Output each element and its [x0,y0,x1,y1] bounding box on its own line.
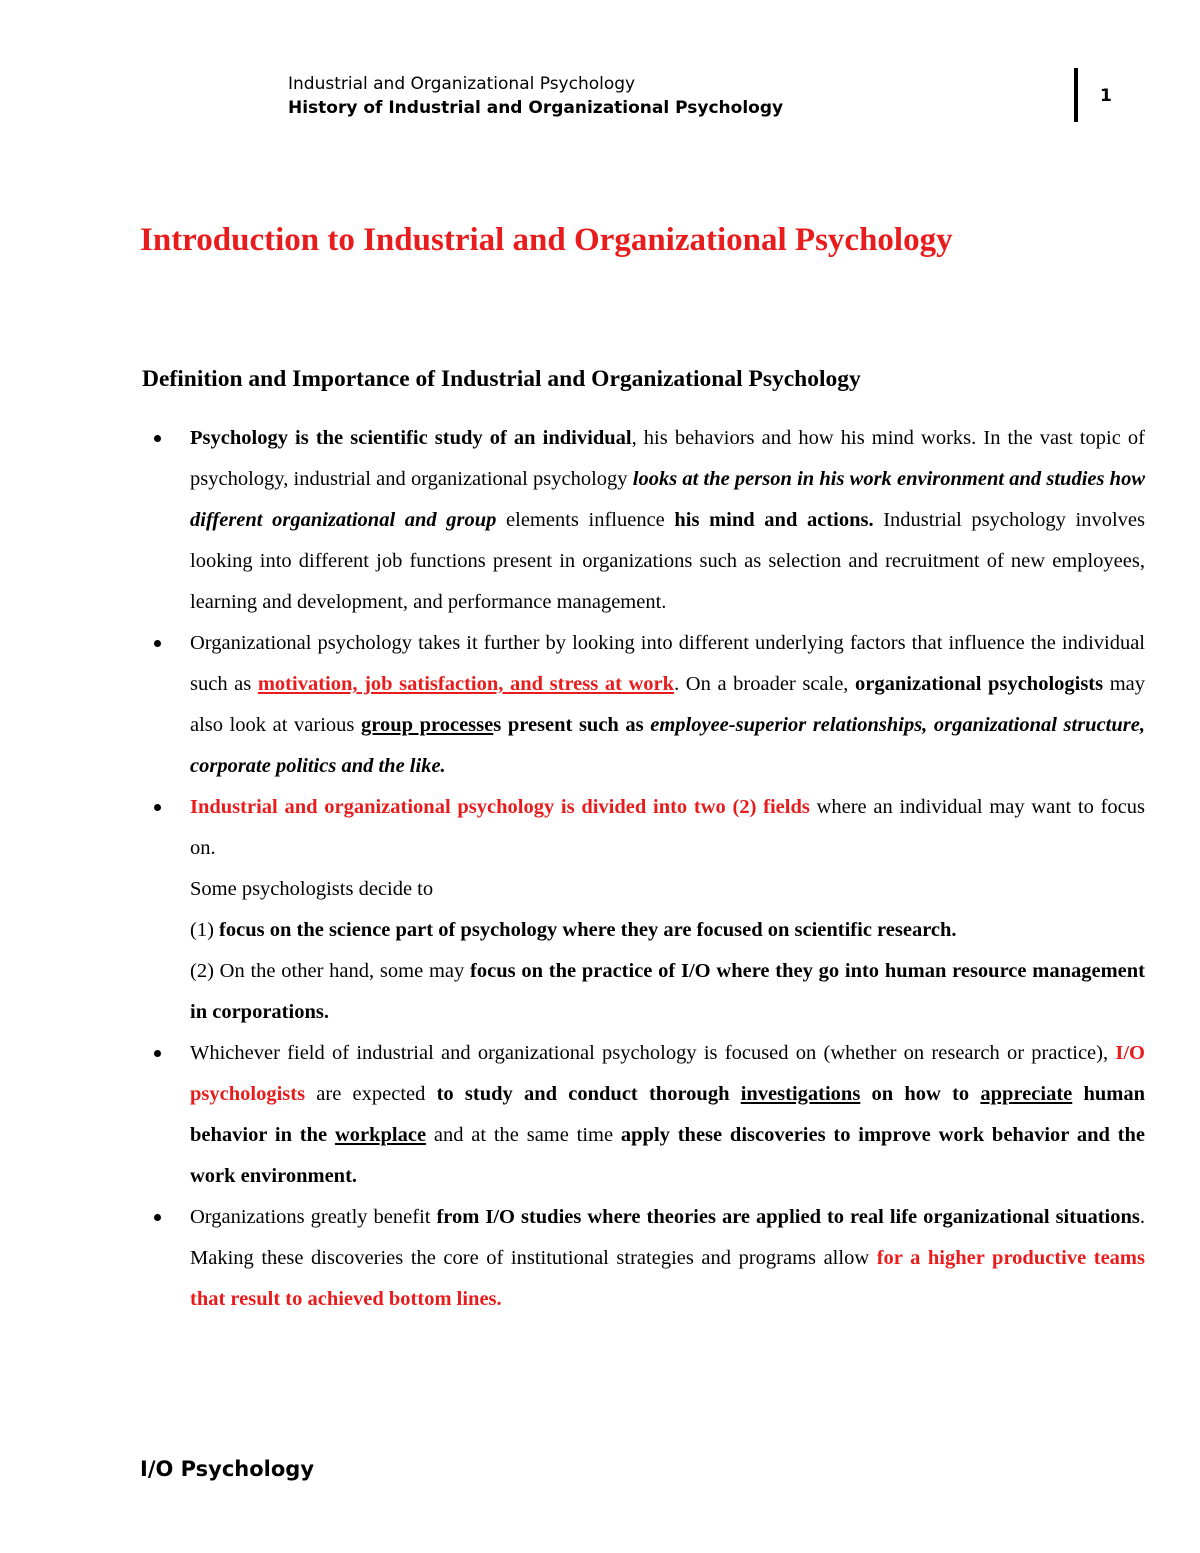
document-title: Introduction to Industrial and Organizational Psychology [140,222,953,258]
text-run: for a higher productive teams that result to achieved bottom lines. [190,1247,1145,1310]
running-header [288,72,783,120]
text-run: group processe [360,714,494,736]
text-run: Psychology is the scientific study of an individual [190,427,632,449]
bullet-icon [154,1050,161,1057]
text-run: apply these discoveries to improve work behavior and the work environment. [190,1124,1146,1187]
page-footer: I/O Psychology [140,1457,315,1481]
text-run: from I/O studies where theories are applied to real life organizational situations [436,1206,1140,1228]
text-run: on how to [860,1083,981,1105]
list-item [142,418,1145,623]
bullet-icon [154,435,161,442]
text-run: (2) On the other hand, some may [190,960,471,982]
bullet-icon [154,1214,161,1221]
sub-line: Some psychologists decide to [190,878,434,900]
text-run: may also look at various [190,673,1146,736]
text-run: Organizational psychology takes it further by looking into different underlying factors that influence the individual such as [190,632,1145,695]
text-run: Industrial psychology involves looking into different job functions present in organizations such as selection and recruitment of new employees, learning and development, and performance management. [190,509,1145,613]
header-course-title: Industrial and Organizational Psychology [288,74,636,94]
list-item [142,623,1145,787]
text-run: Industrial and organizational psychology is divided into two (2) fields [190,796,810,818]
text-run: investigations [740,1083,861,1105]
list-item [142,1197,1145,1320]
section-heading: Definition and Importance of Industrial and Organizational Psychology [142,366,861,392]
header-divider [1074,68,1078,122]
text-run: motivation, job satisfaction, and stress at work [257,673,675,695]
text-run: . On a broader scale, [674,673,856,695]
text-run: (1) [190,919,220,941]
bullet-list [142,418,1145,1320]
bullet-icon [154,804,161,811]
text-run: elements influence [496,509,675,531]
text-run: employee-superior relationships, organizational structure, corporate politics and the like. [190,714,1145,777]
text-run: human behavior in the [190,1083,1146,1146]
list-item [142,787,1145,1033]
text-run: s present such as [493,714,651,736]
text-run: looks at the person in his work environment and studies how different organizational and group [190,468,1145,531]
text-run: to study and conduct thorough [436,1083,741,1105]
text-run: are expected [305,1083,437,1105]
text-run: workplace [334,1124,427,1146]
text-run: and at the same time [426,1124,621,1146]
sub-line [190,951,1145,1033]
text-run: I/O psychologists [190,1042,1145,1105]
header-chapter-title: History of Industrial and Organizational Psychology [288,98,784,118]
bullet-icon [154,640,161,647]
text-run: organizational psychologists [855,673,1104,695]
text-run: Organizations greatly benefit [190,1206,437,1228]
list-item [142,1033,1145,1197]
text-run: . Making these discoveries the core of institutional strategies and programs allow [190,1206,1145,1269]
text-run: , his behaviors and how his mind works. In the vast topic of psychology, industrial and organizational psychology [190,427,1145,490]
text-run: Whichever field of industrial and organizational psychology is focused on (whether on research or practice), [190,1042,1116,1064]
text-run: focus on the practice of I/O where they go into human resource management in corporations. [190,960,1145,1023]
text-run: appreciate [980,1083,1073,1105]
text-run: focus on the science part of psychology where they are focused on scientific research. [219,919,957,941]
sub-line [190,910,1145,951]
text-run: his mind and actions. [674,509,874,531]
text-run: where an individual may want to focus on. [190,796,1145,859]
page-number: 1 [1100,86,1112,106]
